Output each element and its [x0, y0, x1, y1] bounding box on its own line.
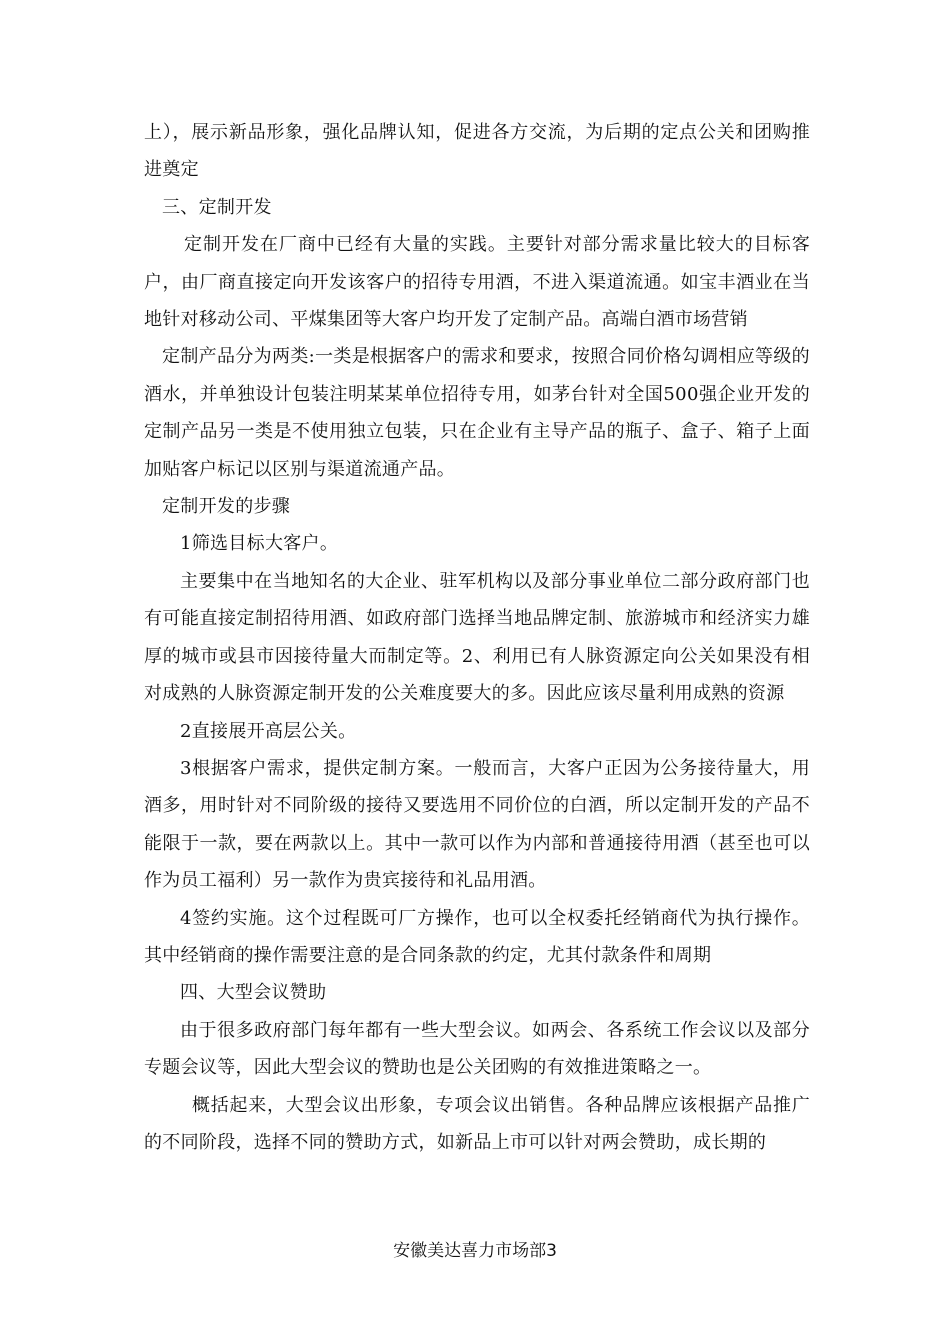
- paragraph-conference-summary: 概括起来，大型会议出形象，专项会议出销售。各种品牌应该根据产品推广的不同阶段，选择不同的赞助方式，如新品上市可以针对两会赞助，成长期的: [144, 1094, 810, 1153]
- paragraph-conference-intro: 由于很多政府部门每年都有一些大型会议。如两会、各系统工作会议以及部分专题会议等，因此大型会议的赞助也是公关团购的有效推进策略之一。: [144, 1019, 810, 1079]
- section-heading-customization: 三、定制开发: [162, 196, 272, 218]
- paragraph-step-4: 4签约实施。这个过程既可厂方操作，也可以全权委托经销商代为执行操作。其中经销商的操作需要注意的是合同条款的约定，尤其付款条件和周期: [144, 907, 810, 966]
- paragraph-customization-types: 定制产品分为两类:一类是根据客户的需求和要求，按照合同价格勾调相应等级的酒水，并单独设计包装注明某某单位招待专用，如茅台针对全国500强企业开发的定制产品另一类是不使用独立包装，只在企业有主导产品的瓶子、盒子、箱子上面加贴客户标记以区别与渠道流通产品。: [144, 346, 810, 480]
- step-1-heading: 1筛选目标大客户。: [180, 533, 339, 555]
- paragraph-step-1-detail: 主要集中在当地知名的大企业、驻军机构以及部分事业单位二部分政府部门也有可能直接定制招待用酒、如政府部门选择当地品牌定制、旅游城市和经济实力雄厚的城市或县市因接待量大而制定等。2、利用已有人脉资源定向公关如果没有相对成熟的人脉资源定制开发的公关难度要大的多。因此应该尽量利用成熟的资源: [144, 570, 810, 705]
- paragraph-customization-intro: 定制开发在厂商中已经有大量的实践。主要针对部分需求量比较大的目标客户，由厂商直接定向开发该客户的招待专用酒，不进入渠道流通。如宝丰酒业在当地针对移动公司、平煤集团等大客户均开发了定制产品。高端白酒市场营销: [144, 234, 810, 331]
- document-body: [144, 114, 810, 1161]
- section-heading-conference-sponsorship: 四、大型会议赞助: [180, 982, 327, 1004]
- subheading-customization-steps: 定制开发的步骤: [162, 496, 291, 518]
- step-2-heading: 2直接展开高层公关。: [180, 720, 357, 742]
- paragraph-continuation: 上），展示新品形象，强化品牌认知，促进各方交流，为后期的定点公关和团购推进奠定: [144, 122, 810, 181]
- page-footer: 安徽美达喜力市场部3: [393, 1241, 557, 1261]
- paragraph-step-3: 3根据客户需求，提供定制方案。一般而言，大客户正因为公务接待量大，用酒多，用时针对不同阶级的接待又要选用不同价位的白酒，所以定制开发的产品不能限于一款，要在两款以上。其中一款可以作为内部和普通接待用酒（甚至也可以作为员工福利）另一款作为贵宾接待和礼品用酒。: [144, 757, 810, 892]
